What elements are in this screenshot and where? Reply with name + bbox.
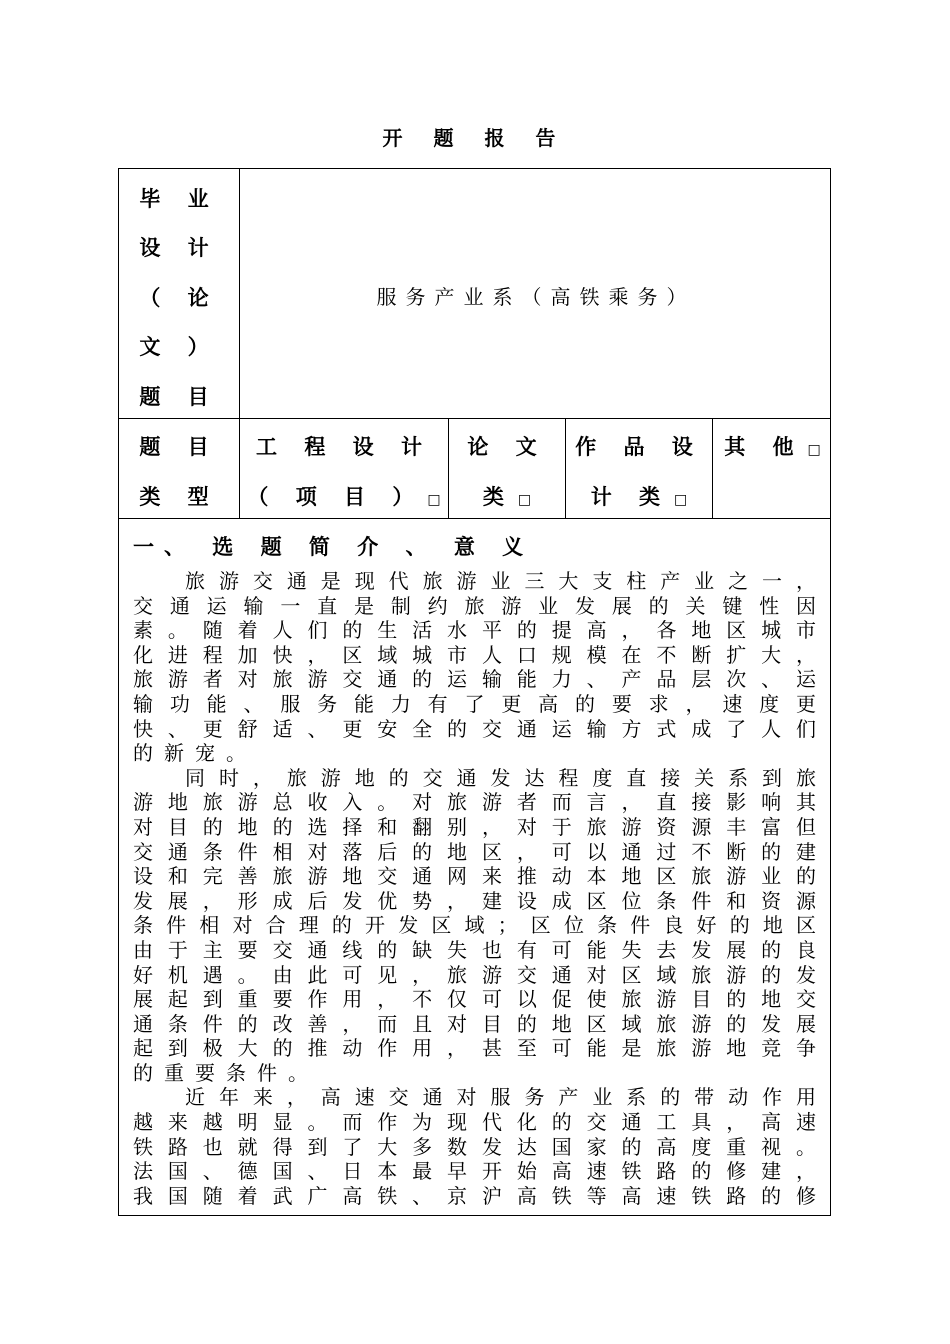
text-line: 交通运输一直是制约旅游业发展的关键性因 <box>133 593 816 618</box>
text-line: 游地旅游总收入。对旅游者而言，直接影响其 <box>133 790 816 815</box>
text-line: 交通条件相对落后的地区，可以通过不断的建 <box>133 839 816 864</box>
type-option-other[interactable] <box>713 419 831 518</box>
topic-label-cell <box>119 169 240 418</box>
text-line: 发展，形成后发优势，建设成区位条件和资源 <box>133 888 816 913</box>
topic-value-cell <box>240 169 831 418</box>
checkbox-icon[interactable]: □ <box>807 442 821 458</box>
text-line: 输功能、服务能力有了更高的要求，速度更 <box>133 691 816 716</box>
type-option-label: （ 项 目 ） □ <box>247 485 441 509</box>
text-line: 由于主要交通线的缺失也有可能失去发展的良 <box>133 937 816 962</box>
text-line: 法国、德国、日本最早开始高速铁路的修建， <box>133 1159 816 1184</box>
type-row <box>119 419 830 519</box>
text-line: 化进程加快，区域城市人口规模在不断扩大， <box>133 642 816 667</box>
text-line: 的重要条件。 <box>133 1060 319 1085</box>
checkbox-icon[interactable]: □ <box>674 492 688 508</box>
topic-label-line: 毕 业 <box>139 187 219 211</box>
text-line: 近年来，高速交通对服务产业系的带动作用 <box>185 1085 816 1110</box>
type-option-label: 类 □ <box>482 485 532 509</box>
type-option-label: 论 文 <box>467 435 547 459</box>
topic-label-line: 文 ） <box>139 335 219 359</box>
proposal-form-table <box>118 168 831 1216</box>
text-line: 好机遇。由此可见，旅游交通对区域旅游的发 <box>133 962 816 987</box>
text-line: 设和完善旅游地交通网来推动本地区旅游业的 <box>133 864 816 889</box>
topic-label-line: 设 计 <box>139 236 219 260</box>
type-option-label: 工 程 设 计 <box>256 435 432 459</box>
text-line: 旅游交通是现代旅游业三大支柱产业之一， <box>185 569 816 593</box>
text-line: 条件相对合理的开发区域；区位条件良好的地区 <box>133 913 816 938</box>
text-line: 旅游者对旅游交通的运输能力、产品层次、运 <box>133 667 816 692</box>
type-label-line: 类 型 <box>139 485 219 509</box>
type-option-thesis[interactable] <box>449 419 566 518</box>
text-line: 通条件的改善，而且对目的地区域旅游的发展 <box>133 1011 816 1036</box>
topic-row <box>119 169 830 419</box>
topic-label-line: 题 目 <box>139 385 219 409</box>
topic-value: 服务产业系（高铁乘务） <box>376 285 696 309</box>
topic-label-line: （ 论 <box>139 286 219 310</box>
type-option-work-design[interactable] <box>566 419 713 518</box>
text-line: 素。随着人们的生活水平的提高，各地区城市 <box>133 618 816 643</box>
text-line: 展起到重要作用，不仅可以促使旅游目的地交 <box>133 987 816 1012</box>
text-line: 铁路也就得到了大多数发达国家的高度重视。 <box>133 1134 816 1159</box>
type-option-label: 作 品 设 <box>575 435 703 459</box>
text-line: 快、更舒适、更安全的交通运输方式成了人们 <box>133 716 816 741</box>
type-label-line: 题 目 <box>139 435 219 459</box>
text-line: 的新宠。 <box>133 741 257 766</box>
text-line: 我国随着武广高铁、京沪高铁等高速铁路的修 <box>133 1183 816 1208</box>
type-option-label: 其 他 □ <box>724 435 821 459</box>
text-line: 对目的地的选择和翻别，对于旅游资源丰富但 <box>133 814 816 839</box>
section-heading: 一、 选 题 简 介 、 意 义 <box>133 535 534 559</box>
checkbox-icon[interactable]: □ <box>427 492 441 508</box>
paragraph-1 <box>133 569 816 1208</box>
type-label-cell <box>119 419 240 518</box>
page-title: 开 题 报 告 <box>382 126 568 150</box>
text-line: 起到极大的推动作用，甚至可能是旅游地竞争 <box>133 1036 816 1061</box>
type-option-engineering[interactable] <box>240 419 449 518</box>
text-line: 越来越明显。而作为现代化的交通工具，高速 <box>133 1110 816 1135</box>
text-line: 同时，旅游地的交通发达程度直接关系到旅 <box>185 765 816 790</box>
checkbox-icon[interactable]: □ <box>517 492 532 508</box>
type-option-label: 计 类 □ <box>590 485 688 509</box>
